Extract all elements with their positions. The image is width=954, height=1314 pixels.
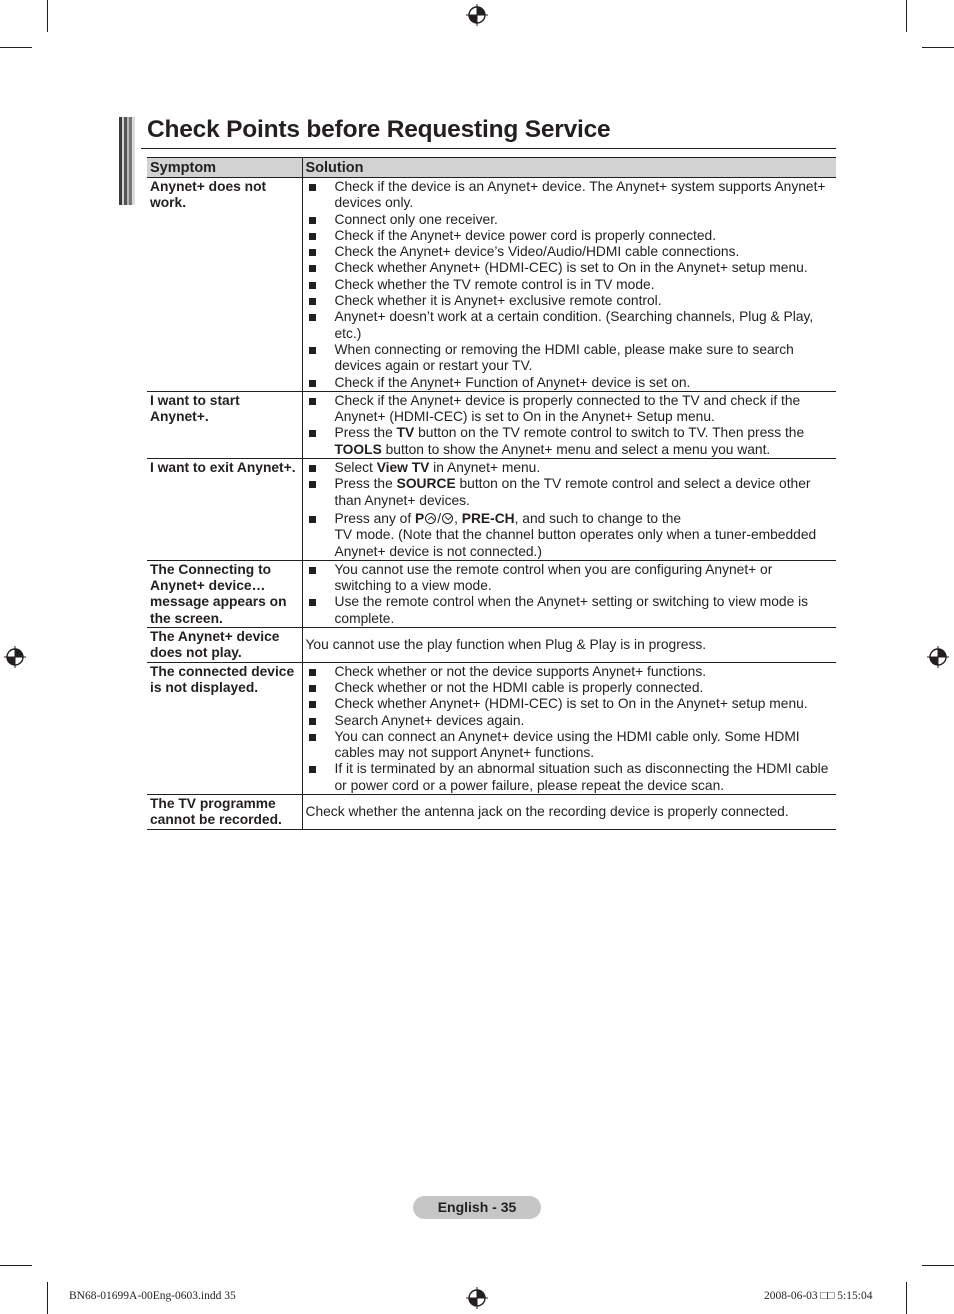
table-row — [147, 662, 836, 794]
crop-mark — [906, 1282, 907, 1314]
solution-item: Check whether Anynet+ (HDMI-CEC) is set to On in the Anynet+ setup menu. — [306, 696, 833, 712]
solution-item: Connect only one receiver. — [306, 212, 833, 228]
crop-mark — [922, 1265, 954, 1266]
solution-item: Check if the Anynet+ device is properly connected to the TV and check if the Anynet+ (HDMI-CEC) is set to On in the Anynet+ Setup menu. — [306, 393, 833, 426]
troubleshooting-table — [147, 157, 836, 830]
print-datetime-label: 2008-06-03 □□ 5:15:04 — [764, 1290, 873, 1302]
solution-item: You cannot use the remote control when you are configuring Anynet+ or switching to a view mode. — [306, 562, 833, 595]
text-run: button to show the Anynet+ menu and select a menu you want. — [381, 441, 771, 457]
solution-item — [306, 425, 833, 458]
symptom-cell: Anynet+ does not work. — [147, 178, 302, 392]
symptom-header: Symptom — [147, 158, 302, 178]
solution-item: Check whether Anynet+ (HDMI-CEC) is set to On in the Anynet+ setup menu. — [306, 260, 833, 276]
table-row — [147, 560, 836, 627]
registration-mark-icon — [466, 1287, 488, 1309]
crop-mark — [47, 1282, 48, 1314]
table-row — [147, 391, 836, 458]
solution-item: Check if the Anynet+ device power cord is properly connected. — [306, 228, 833, 244]
solution-cell: Check whether the antenna jack on the recording device is properly connected. — [302, 794, 836, 829]
symptom-cell: The Anynet+ device does not play. — [147, 628, 302, 663]
table-row — [147, 794, 836, 829]
solution-item: Check the Anynet+ device’s Video/Audio/HDMI cable connections. — [306, 244, 833, 260]
solution-cell — [302, 178, 836, 392]
text-run: button on the TV remote control to switch to TV. Then press the — [414, 425, 805, 441]
registration-mark-icon — [466, 4, 488, 26]
solution-item: Anynet+ doesn’t work at a certain condition. (Searching channels, Plug & Play, etc.) — [306, 309, 833, 342]
solution-cell — [302, 459, 836, 561]
crop-mark — [0, 47, 32, 48]
text-run: Select — [334, 460, 377, 476]
text-run: Press the — [334, 476, 397, 492]
solution-cell — [302, 662, 836, 794]
solution-list — [306, 393, 833, 458]
solution-item: Use the remote control when the Anynet+ setting or switching to view mode is complete. — [306, 594, 833, 627]
crop-mark — [0, 1265, 32, 1266]
symptom-cell: I want to exit Anynet+. — [147, 459, 302, 561]
registration-mark-icon — [927, 646, 949, 668]
solution-item: Check whether or not the device supports Anynet+ functions. — [306, 664, 833, 680]
text-run: / — [437, 510, 442, 526]
table-row — [147, 178, 836, 392]
solution-list — [306, 664, 833, 794]
solution-list — [306, 460, 833, 560]
text-run: Press any of — [334, 510, 416, 526]
channel-up-icon — [425, 513, 436, 524]
solution-item: You can connect an Anynet+ device using the HDMI cable only. Some HDMI cables may not support Anynet+ functions. — [306, 729, 833, 762]
source-button-name: SOURCE — [396, 476, 456, 492]
table-row — [147, 628, 836, 663]
crop-mark — [47, 0, 48, 32]
p-button-name: P — [415, 510, 425, 526]
table-header-row — [147, 158, 836, 178]
view-tv-menu-name: View TV — [376, 460, 430, 476]
solution-item — [306, 511, 833, 560]
registration-mark-icon — [4, 646, 26, 668]
title-accent-bar — [119, 117, 135, 205]
text-run: Press the — [334, 425, 397, 441]
symptom-cell: The TV programme cannot be recorded. — [147, 794, 302, 829]
text-run: in Anynet+ menu. — [429, 460, 541, 476]
text-run: , and such to change to the — [514, 510, 682, 526]
text-run: TV mode. (Note that the channel button operates only when a tuner-embedded Anynet+ device is not connected.) — [334, 527, 817, 559]
solution-item: If it is terminated by an abnormal situation such as disconnecting the HDMI cable or power cord or a power failure, please repeat the device scan. — [306, 761, 833, 794]
solution-cell — [302, 391, 836, 458]
symptom-cell: The Connecting to Anynet+ device… message appears on the screen. — [147, 560, 302, 627]
text-run: , — [454, 510, 462, 526]
channel-down-icon — [442, 513, 453, 524]
solution-item: Check if the Anynet+ Function of Anynet+ device is set on. — [306, 375, 833, 391]
page-title: Check Points before Requesting Service — [147, 116, 611, 143]
solution-list — [306, 562, 833, 627]
solution-list — [306, 179, 833, 391]
solution-item: Search Anynet+ devices again. — [306, 713, 833, 729]
solution-item: When connecting or removing the HDMI cable, please make sure to search devices again or restart your TV. — [306, 342, 833, 375]
solution-header: Solution — [302, 158, 836, 178]
tv-button-name: TV — [396, 425, 415, 441]
solution-item: Check whether it is Anynet+ exclusive remote control. — [306, 293, 833, 309]
symptom-cell: The connected device is not displayed. — [147, 662, 302, 794]
solution-cell: You cannot use the play function when Plug & Play is in progress. — [302, 628, 836, 663]
crop-mark — [922, 47, 954, 48]
solution-item: Check whether the TV remote control is in TV mode. — [306, 277, 833, 293]
crop-mark — [906, 0, 907, 32]
solution-item: Check if the device is an Anynet+ device. The Anynet+ system supports Anynet+ devices only. — [306, 179, 833, 212]
solution-item — [306, 460, 833, 476]
symptom-cell: I want to start Anynet+. — [147, 391, 302, 458]
solution-item: Check whether or not the HDMI cable is properly connected. — [306, 680, 833, 696]
print-file-label: BN68-01699A-00Eng-0603.indd 35 — [69, 1290, 236, 1302]
text-run: button on the TV remote control and select a device other than Anynet+ devices. — [334, 476, 811, 508]
pre-ch-button-name: PRE-CH — [461, 510, 515, 526]
title-rule — [141, 148, 836, 149]
solution-item — [306, 476, 833, 509]
table-row — [147, 459, 836, 561]
tools-button-name: TOOLS — [334, 441, 382, 457]
solution-cell — [302, 560, 836, 627]
page-number-badge: English - 35 — [413, 1196, 541, 1219]
